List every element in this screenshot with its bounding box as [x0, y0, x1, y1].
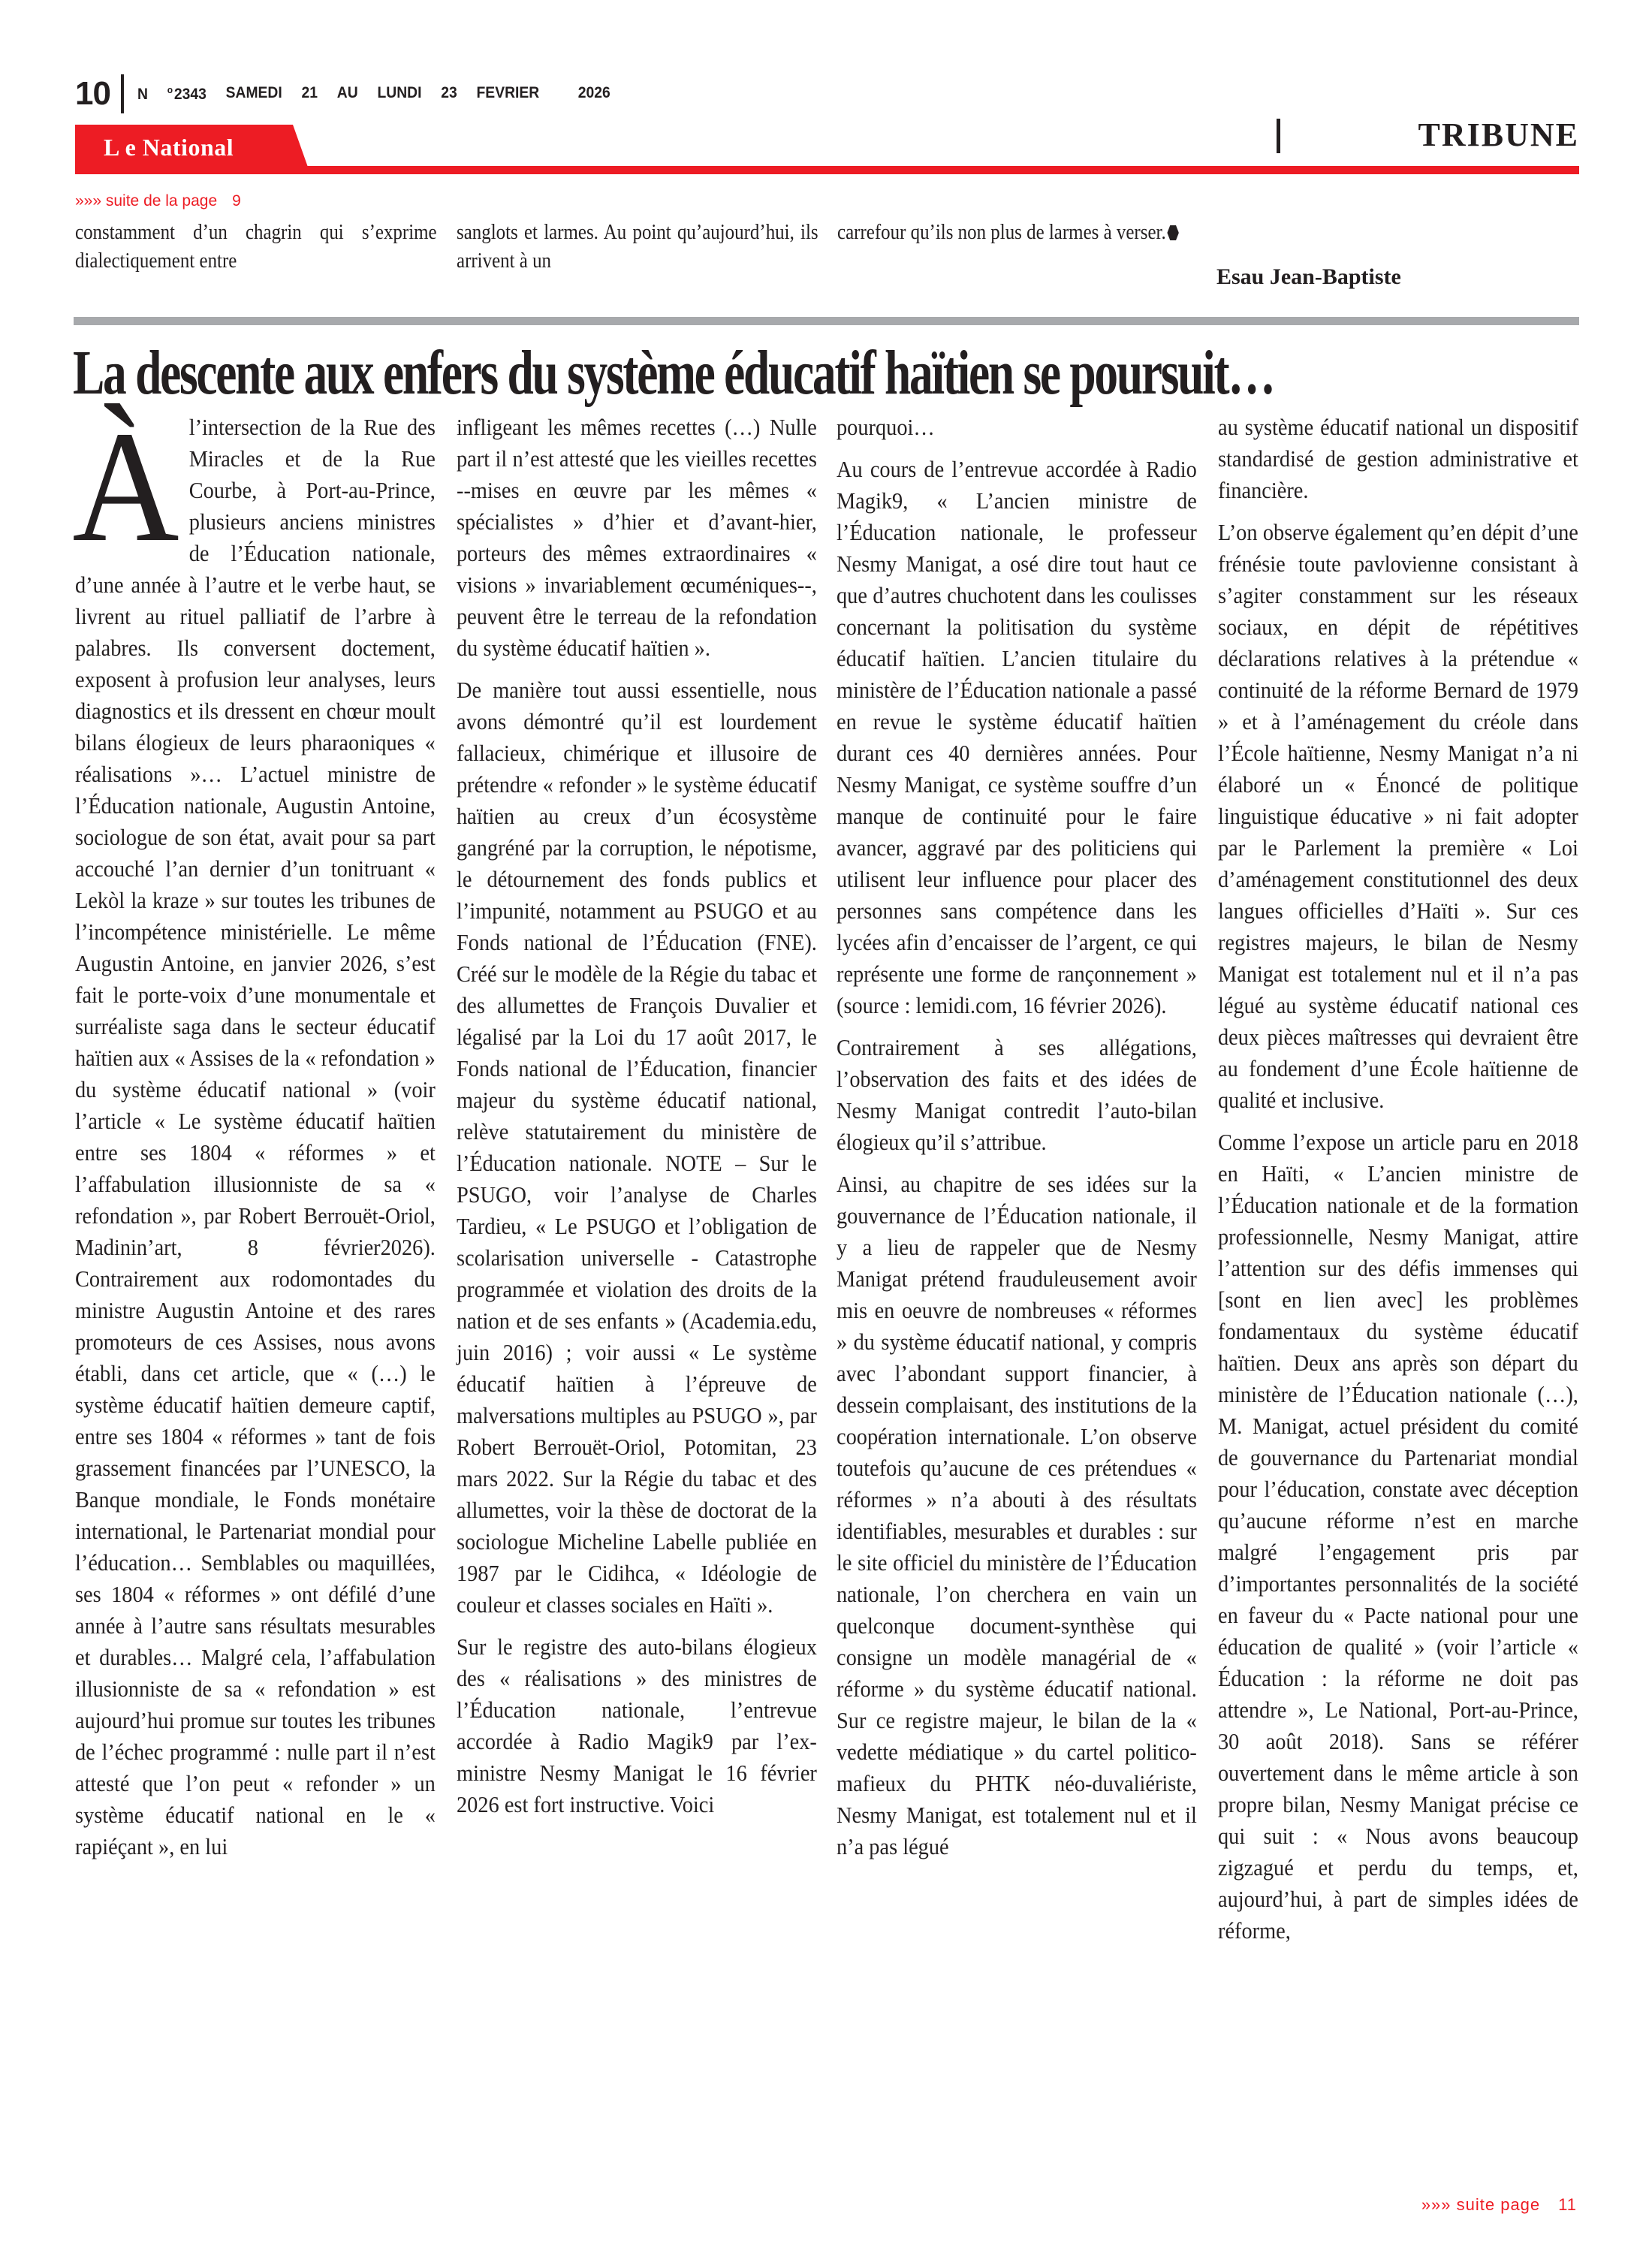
article-divider	[74, 317, 1579, 325]
previous-article-column: constamment d’un chagrin qui s’exprime dialectiquement entre	[75, 220, 437, 273]
date-word: 23	[441, 84, 457, 101]
article-column-3	[837, 412, 1197, 1862]
article-paragraph: infligeant les mêmes recettes (…) Nulle part il n’est attesté que les vieilles recettes --mises en œuvre par les mêmes « spécialistes » d’hier et d’avant-hier, porteurs des mêmes extraordinaires « visions » invariablement œcuméniques--, peuvent être le terreau de la refondation du système éducatif haïtien ».	[457, 415, 817, 661]
date-word: 21	[301, 84, 318, 101]
article-paragraph: Sur le registre des auto-bilans élogieux des « réalisations » des ministres de l’Éducation nationale, l’entrevue accordée à Radio Magik9 par l’ex-ministre Nesmy Manigat le 16 février 2026 est fort instructive. Voici	[457, 1634, 817, 1817]
article-headline: La descente aux enfers du système éducatif haïtien se poursuit…	[73, 338, 1274, 408]
date-word: FEVRIER	[476, 84, 540, 101]
page-number: 10	[75, 75, 110, 112]
date-word: 2026	[577, 84, 610, 101]
date-word: AU	[336, 84, 358, 101]
article-paragraph: L’on observe également qu’en dépit d’une frénésie toute pavlovienne consistant à s’agiter constamment sur les réseaux sociaux, en dépit de répétitives déclarations relatives à la prétendue « continuité de la réforme Bernard de 1979 » et à l’aménagement du créole dans l’École haïtienne, Nesmy Manigat n’a ni élaboré un « Énoncé de politique linguistique éducative » ni fait adopter par le Parlement la première « Loi d’aménagement constitutionnel des deux langues officielles d’Haïti ». Sur ces registres majeurs, le bilan de Nesmy Manigat est totalement nul et il n’a pas légué au système éducatif national ces deux pièces maîtresses qui devraient être au fondement d’une École haïtienne de qualité et inclusive.	[1218, 520, 1578, 1113]
article-paragraph: Contrairement à ses allégations, l’observation des faits et des idées de Nesmy Manigat contredit l’auto-bilan élogieux qu’il s’attribue.	[837, 1035, 1197, 1155]
header-rule	[75, 166, 1579, 174]
previous-article-text: carrefour qu’ils non plus de larmes à verser.	[837, 220, 1166, 244]
date-word: SAMEDI	[225, 84, 282, 101]
previous-article-column	[837, 218, 1212, 246]
section-title: TRIBUNE	[1418, 116, 1579, 153]
section-divider	[1277, 119, 1280, 153]
article-paragraph: au système éducatif national un dispositif standardisé de gestion administrative et financière.	[1218, 415, 1578, 503]
brand-tab	[75, 125, 315, 171]
header-divider	[121, 74, 124, 113]
date-word: LUNDI	[377, 84, 422, 101]
previous-article-column: sanglots et larmes. Au point qu’aujourd’hui, ils arrivent à un	[457, 220, 818, 273]
issue-prefix: N	[137, 86, 148, 103]
article-column-1	[72, 398, 436, 1862]
continued-from-label: »»» suite de la page	[75, 192, 218, 210]
article-paragraph: Au cours de l’entrevue accordée à Radio Magik9, « L’ancien ministre de l’Éducation nationale, le professeur Nesmy Manigat, a osé dire tout haut ce que d’autres chuchotent dans les coulisses concernant la politisation du système éducatif haïtien. L’ancien titulaire du ministère de l’Éducation nationale a passé en revue le système éducatif haïtien durant ces 40 dernières années. Pour Nesmy Manigat, ce système souffre d’un manque de continuité pour le faire avancer, aggravé par des politiciens qui utilisent leur influence pour placer des personnes sans compétence dans les lycées afin d’encaisser de l’argent, ce qui représente une forme de rançonnement » (source : lemidi.com, 16 février 2026).	[837, 457, 1197, 1018]
end-of-article-icon	[1167, 225, 1178, 240]
article-column-4	[1218, 412, 1578, 1947]
article-paragraph: De manière tout aussi essentielle, nous avons démontré qu’il est lourdement fallacieux, chimérique et illusoire de prétendre « refonder » le système éducatif haïtien au creux d’un écosystème gangréné par la corruption, le népotisme, le détournement des fonds publics et l’impunité, notamment au PSUGO et au Fonds national de l’Éducation (FNE). Créé sur le modèle de la Régie du tabac et des allumettes de François Duvalier et légalisé par la Loi du 17 août 2017, le Fonds national de l’Éducation, financier majeur du système éducatif national, relève statutairement du ministère de l’Éducation nationale. NOTE – Sur le PSUGO, voir l’analyse de Charles Tardieu, « Le PSUGO et l’obligation de scolarisation universelle - Catastrophe programmée et violation des droits de la nation et de ses enfants » (Academia.edu, juin 2016) ; voir aussi « Le système éducatif haïtien à l’épreuve de malversations multiples au PSUGO », par Robert Berrouët-Oriol, Potomitan, 23 mars 2022. Sur la Régie du tabac et des allumettes, voir la thèse de doctorat de la sociologue Micheline Labelle publiée en 1987 par le Cidihca, « Idéologie de couleur et classes sociales en Haïti ».	[457, 677, 817, 1618]
previous-article-author: Esau Jean-Baptiste	[1216, 264, 1401, 289]
continued-from-link[interactable]	[75, 192, 241, 210]
article-paragraph	[72, 398, 436, 1862]
issue-number-value: 2343	[173, 86, 206, 103]
issue-number	[137, 84, 206, 104]
continued-from-page: 9	[232, 192, 241, 210]
paragraph-text: l’intersection de la Rue des Miracles et de la Rue Courbe, à Port-au-Prince, plusieurs anciens ministres de l’Éducation nationale, d’une année à l’autre et le verbe haut, se livrent au rituel palliatif de l’arbre à palabres. Ils conversent doctement, exposent à profusion leur analyses, leurs diagnostics et ils dressent en chœur moult bilans élogieux de leurs pharaoniques « réalisations »… L’actuel ministre de l’Éducation nationale, Augustin Antoine, sociologue de son état, avait pour sa part accouché l’an dernier d’un tonitruant « Lekòl la kraze » sur toutes les tribunes de l’incompétence ministérielle. Le même Augustin Antoine, en janvier 2026, s’est fait le porte-voix d’une monumentale et surréaliste saga dans le secteur éducatif haïtien aux « Assises de la « refondation » du système éducatif national » (voir l’article « Le système éducatif haïtien entre ses 1804 « réformes » et l’affabulation illusionniste de sa « refondation », par Robert Berrouët-Oriol, Madinin’art, 8 février2026). Contrairement aux rodomontades du ministre Augustin Antoine et des rares promoteurs de ces Assises, nous avons établi, dans cet article, que « (…) le système éducatif haïtien demeure captif, entre ses 1804 « réformes » tant de fois grassement financées par l’UNESCO, la Banque mondiale, le Fonds monétaire international, le Partenariat mondial pour l’éducation… Semblables ou maquillées, ses 1804 « réformes » ont défilé d’une année à l’autre sans résultats mesurables et durables… Malgré cela, l’affabulation illusionniste de sa « refondation » est aujourd’hui promue sur toutes les tribunes de l’échec programmé : nulle part il n’est attesté que l’on peut « refonder » un système éducatif national en le « rapiéçant », en lui	[75, 415, 436, 1859]
drop-cap: À	[72, 398, 179, 575]
issue-info	[137, 84, 630, 104]
continued-on-page: 11	[1558, 2195, 1577, 2214]
continued-on-label: »»» suite page	[1421, 2195, 1541, 2214]
brand-logo: L e National	[104, 134, 234, 161]
article-paragraph: Comme l’expose un article paru en 2018 en Haïti, « L’ancien ministre de l’Éducation nationale et de la formation professionnelle, Nesmy Manigat, attire l’attention sur des défis immenses qui [sont en lien avec] les problèmes fondamentaux du système éducatif haïtien. Deux ans après son départ du ministère de l’Éducation nationale (…), M. Manigat, actuel président du comité de gouvernance du Partenariat mondial pour l’éducation, constate avec déception qu’aucune réforme n’est en marche malgré l’engagement pris par d’importantes personnalités de la société en faveur du « Pacte national pour une éducation de qualité » (voir l’article « Éducation : la réforme ne doit pas attendre », Le National, Port-au-Prince, 30 août 2018). Sans se référer ouvertement dans le même article à son propre bilan, Nesmy Manigat précise ce qui suit : « Nous avons beaucoup zigzagué et perdu du temps, et, aujourd’hui, à part de simples idées de réforme,	[1218, 1130, 1578, 1944]
issue-sup: o	[167, 84, 173, 95]
article-paragraph: pourquoi…	[837, 415, 935, 440]
continued-on-link[interactable]	[1421, 2195, 1577, 2215]
article-paragraph: Ainsi, au chapitre de ses idées sur la gouvernance de l’Éducation nationale, il y a lieu de rappeler que de Nesmy Manigat prétend frauduleusement avoir mis en oeuvre de nombreuses « réformes » du système éducatif national, y compris avec l’abondant support financier, à dessein complaisant, des institutions de la coopération internationale. L’on observe toutefois qu’aucune de ces prétendues « réformes » n’a abouti à des résultats identifiables, mesurables et durables : sur le site officiel du ministère de l’Éducation nationale, l’on cherchera en vain un quelconque document-synthèse qui consigne un modèle managérial de « réforme » du système éducatif national. Sur ce registre majeur, le bilan de la « vedette médiatique » du cartel politico-mafieux du PHTK néo-duvaliériste, Nesmy Manigat, est totalement nul et il n’a pas légué	[837, 1172, 1197, 1859]
article-column-2	[457, 412, 817, 1820]
page-header	[75, 71, 672, 116]
